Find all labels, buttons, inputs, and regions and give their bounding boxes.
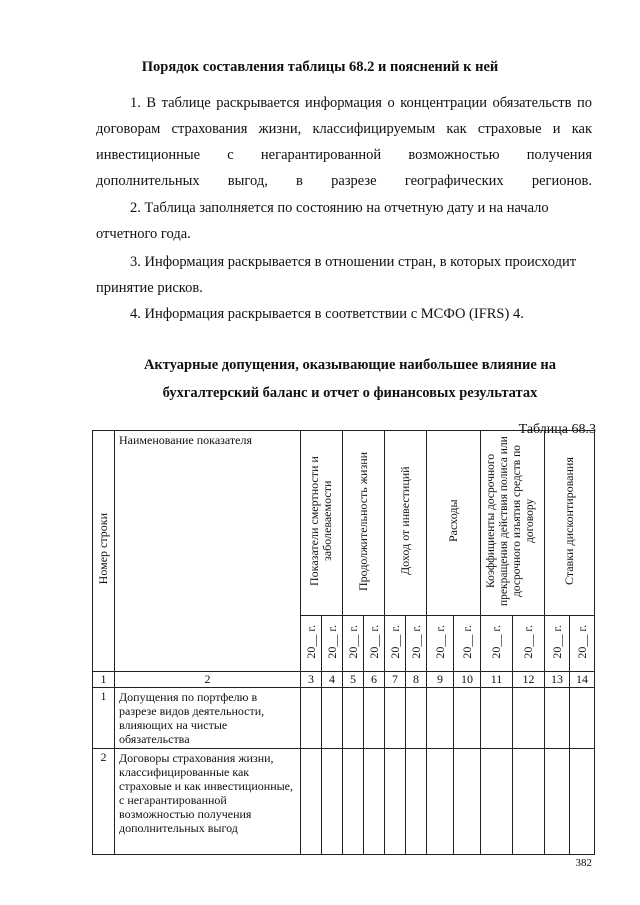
period-header: 20__ г. [454,616,481,672]
data-cell [301,688,322,749]
paragraph-2: 2. Таблица заполняется по состоянию на отчетную дату и на начало отчетного года. [96,200,549,242]
data-cell [513,749,545,855]
data-cell [427,749,454,855]
group-header-lapse-rates: Коэффициенты досрочного прекращения действия полиса или досрочного изъятия средств по договору [481,431,545,616]
data-cell [545,688,570,749]
data-cell [427,688,454,749]
column-number: 14 [570,672,595,688]
period-header: 20__ г. [427,616,454,672]
column-number: 6 [364,672,385,688]
row-number: 2 [93,749,115,855]
table-row [93,749,595,855]
period-header: 20__ г. [481,616,513,672]
column-number: 11 [481,672,513,688]
data-cell [322,688,343,749]
group-header-discount-rates: Ставки дисконтирования [545,431,595,616]
section-title-line-2: бухгалтерский баланс и отчет о финансовых результатах [162,385,538,401]
data-cell [301,749,322,855]
page-heading: Порядок составления таблицы 68.2 и пояснений к ней [141,59,499,75]
actuarial-assumptions-table [92,430,595,855]
row-name: Договоры страхования жизни, классифицированные как страховые и как инвестиционные, с негарантированной возможностью получения дополнительных выгод [115,749,301,855]
data-cell [343,688,364,749]
group-header-life-expectancy: Продолжительность жизни [343,431,385,616]
period-header: 20__ г. [364,616,385,672]
column-number: 9 [427,672,454,688]
group-header-expenses: Расходы [427,431,481,616]
column-number: 4 [322,672,343,688]
table-header-row [93,431,595,616]
data-cell [364,749,385,855]
data-cell [343,749,364,855]
data-cell [406,688,427,749]
period-header: 20__ г. [545,616,570,672]
paragraph-1: 1. В таблице раскрывается информация о концентрации обязательств по договорам страхования жизни, классифицируемым как страховые и как инвестиционные с негарантированной возможностью получения дополнительных выгод, в разрезе географических регионов. [96,95,592,189]
data-cell [385,749,406,855]
name-header: Наименование показателя [115,431,301,672]
table-label: Таблица 68.3 [518,422,596,437]
data-cell [513,688,545,749]
data-cell [481,749,513,855]
data-cell [406,749,427,855]
group-header-investment-income: Доход от инвестиций [385,431,427,616]
period-header: 20__ г. [406,616,427,672]
data-cell [545,749,570,855]
column-number: 7 [385,672,406,688]
data-cell [481,688,513,749]
data-cell [364,688,385,749]
column-number: 8 [406,672,427,688]
column-number: 3 [301,672,322,688]
paragraph-3: 3. Информация раскрывается в отношении стран, в которых происходит принятие рисков. [96,254,577,296]
column-number: 12 [513,672,545,688]
row-number-header: Номер строки [93,431,115,672]
data-cell [385,688,406,749]
data-cell [454,749,481,855]
data-cell [570,688,595,749]
row-number: 1 [93,688,115,749]
column-number: 10 [454,672,481,688]
section-title-line-1: Актуарные допущения, оказывающие наибольшее влияние на [143,357,557,373]
period-header: 20__ г. [570,616,595,672]
page-number: 382 [575,857,592,869]
row-name: Допущения по портфелю в разрезе видов деятельности, влияющих на чистые обязательства [115,688,301,749]
period-header: 20__ г. [343,616,364,672]
table-row [93,688,595,749]
group-header-mortality: Показатели смертности и заболеваемости [301,431,343,616]
period-header: 20__ г. [322,616,343,672]
period-header: 20__ г. [513,616,545,672]
data-cell [454,688,481,749]
paragraph-4: 4. Информация раскрывается в соответствии с МСФО (IFRS) 4. [130,306,524,322]
column-number: 2 [115,672,301,688]
column-number: 5 [343,672,364,688]
data-cell [570,749,595,855]
period-header: 20__ г. [385,616,406,672]
period-header: 20__ г. [301,616,322,672]
data-cell [322,749,343,855]
column-number: 13 [545,672,570,688]
column-numbers-row [93,672,595,688]
column-number: 1 [93,672,115,688]
